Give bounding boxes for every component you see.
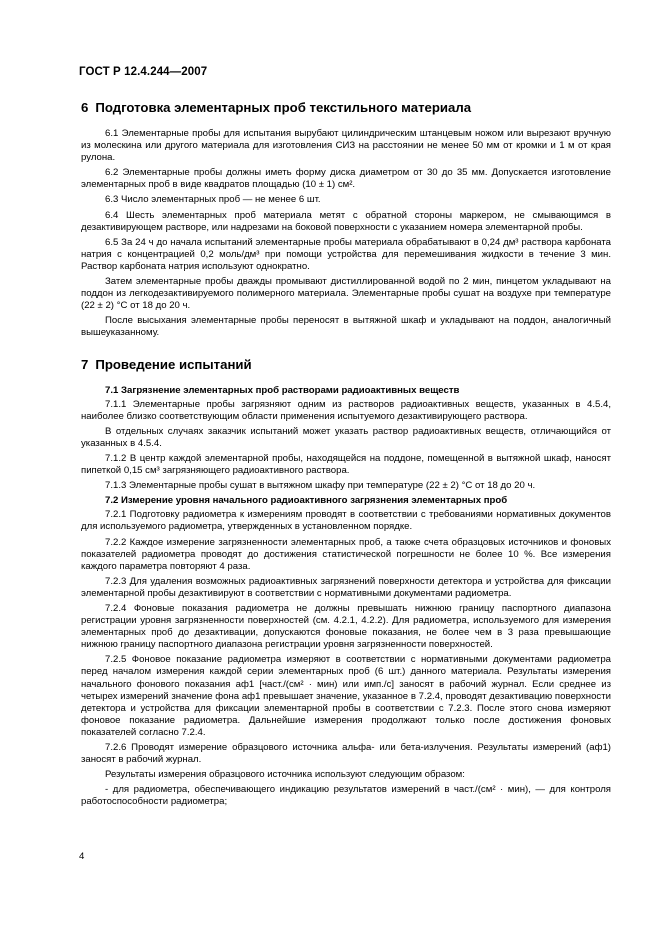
standard-header: ГОСТ Р 12.4.244—2007 (79, 66, 208, 78)
paragraph-6-4: 6.4 Шесть элементарных проб материала метят с обратной стороны маркером, не смывающимся в дезактивирующем растворе, или надрезами на боковой поверхности с указанием номера элементарной пробы. (81, 209, 611, 233)
paragraph-6-5: 6.5 За 24 ч до начала испытаний элементарные пробы материала обрабатывают в 0,24 дм³ раствора карбоната натрия с концентрацией 0,2 моль/дм³ при помощи устройства для перемешивания жидкости в течение 3 мин. Раствор карбоната натрия используют однократно. (81, 236, 611, 272)
paragraph-6-3: 6.3 Число элементарных проб — не менее 6 шт. (105, 194, 321, 206)
paragraph-6-2: 6.2 Элементарные пробы должны иметь форму диска диаметром от 30 до 35 мм. Допускается изготовление элементарных проб в виде квадратов площадью (10 ± 1) см². (81, 167, 611, 191)
section-6-title: Подготовка элементарных проб текстильного материала (95, 100, 472, 115)
paragraph-7-2-1: 7.2.1 Подготовку радиометра к измерениям проводят в соответствии с требованиями нормативных документов для используемого радиометра, утвержденных в установленном порядке. (81, 509, 611, 533)
paragraph-7-1-2: 7.1.2 В центр каждой элементарной пробы, находящейся на поддоне, помещенной в вытяжной шкаф, наносят пипеткой 0,15 см³ загрязняющего радиоактивного раствора. (81, 452, 611, 477)
subsection-7-2-heading: 7.2 Измерение уровня начального радиоактивного загрязнения элементарных проб (105, 495, 508, 507)
paragraph-7-2-6-item: - для радиометра, обеспечивающего индикацию результатов измерений в част./(см² · мин), — для контроля работоспособности радиометра; (81, 784, 611, 808)
paragraph-6-1: 6.1 Элементарные пробы для испытания вырубают цилиндрическим штанцевым ножом или вырезают вручную из молескина или другого материала для изготовления СИЗ на расстоянии не менее 50 мм от кромки и 1 м от края рулона. (81, 128, 611, 164)
paragraph-6-5-end: После высыхания элементарные пробы переносят в вытяжной шкаф и укладывают на поддон, аналогичный вышеуказанному. (81, 315, 611, 339)
section-7-heading (81, 357, 611, 372)
paragraph-7-2-2: 7.2.2 Каждое измерение загрязненности элементарных проб, а также счета образцовых источников и фоновых показателей радиометра проводят до достижения статистической погрешности не более 10 %. Все измерения каждого параметра повторяют 4 раза. (81, 536, 611, 572)
paragraph-7-2-6: 7.2.6 Проводят измерение образцового источника альфа- или бета-излучения. Результаты измерений (aф1) заносят в рабочий журнал. (81, 742, 611, 766)
paragraph-7-2-3: 7.2.3 Для удаления возможных радиоактивных загрязнений поверхности детектора и устройства для фиксации элементарной пробы дезактивируют в соответствии с нормативными документами радиометра. (81, 575, 611, 599)
paragraph-7-1-3: 7.1.3 Элементарные пробы сушат в вытяжном шкафу при температуре (22 ± 2) °С от 18 до 20 ч. (105, 480, 536, 492)
paragraph-7-1-1-cont: В отдельных случаях заказчик испытаний может указать раствор радиоактивных веществ, отличающийся от указанных в 4.5.4. (81, 425, 611, 449)
paragraph-7-2-4: 7.2.4 Фоновые показания радиометра не должны превышать нижнюю границу паспортного диапазона регистрации уровня загрязненности поверхностей (см. 4.2.1, 4.2.2). Для радиометра, используемого для измерения элементарных проб до дезактивации, допускаются фоновые показания, не более чем в 3 раза превышающие нижнюю границу паспортного диапазона регистрации уровня загрязненности поверхностей. (81, 603, 611, 651)
page-number: 4 (79, 851, 85, 862)
paragraph-7-2-5: 7.2.5 Фоновое показание радиометра измеряют в соответствии с нормативными документами радиометра перед началом измерения каждой серии элементарных проб (6 шт.) данного материала. Результаты измерения начального фонового показания aф1 [част./(см² · мин) или имп./с] заносят в рабочий журнал. Если среднее из четырех измерений значение фона aф1 превышает значение, указанное в 7.2.4, проводят дезактивацию поверхности детектора и устройства для фиксации элементарной пробы в соответствии с 7.2.3. После этого снова измеряют фоновое показание радиометра. Дальнейшие измерения продолжают только после достижения фоновых показателей согласно 7.2.4. (81, 654, 611, 738)
paragraph-7-2-6-cont: Результаты измерения образцового источника используют следующим образом: (105, 769, 465, 781)
document-body (81, 100, 611, 812)
paragraph-6-5-cont: Затем элементарные пробы дважды промывают дистиллированной водой по 2 мин, пинцетом укладывают на поддон из легкодезактивируемого полимерного материала. Элементарные пробы сушат на воздухе при температуре (22 ± 2) °С от 18 до 20 ч. (81, 276, 611, 312)
section-7-number: 7 (81, 356, 89, 372)
paragraph-7-1-1: 7.1.1 Элементарные пробы загрязняют одним из растворов радиоактивных веществ, указанных в 4.5.4, наиболее близко соответствующим области применения испытуемого дезактивирующего раствора. (81, 398, 611, 422)
subsection-7-1-heading: 7.1 Загрязнение элементарных проб растворами радиоактивных веществ (105, 384, 460, 396)
section-6-heading (81, 100, 611, 115)
section-7-title: Проведение испытаний (95, 356, 252, 372)
section-6-number: 6 (81, 100, 89, 115)
